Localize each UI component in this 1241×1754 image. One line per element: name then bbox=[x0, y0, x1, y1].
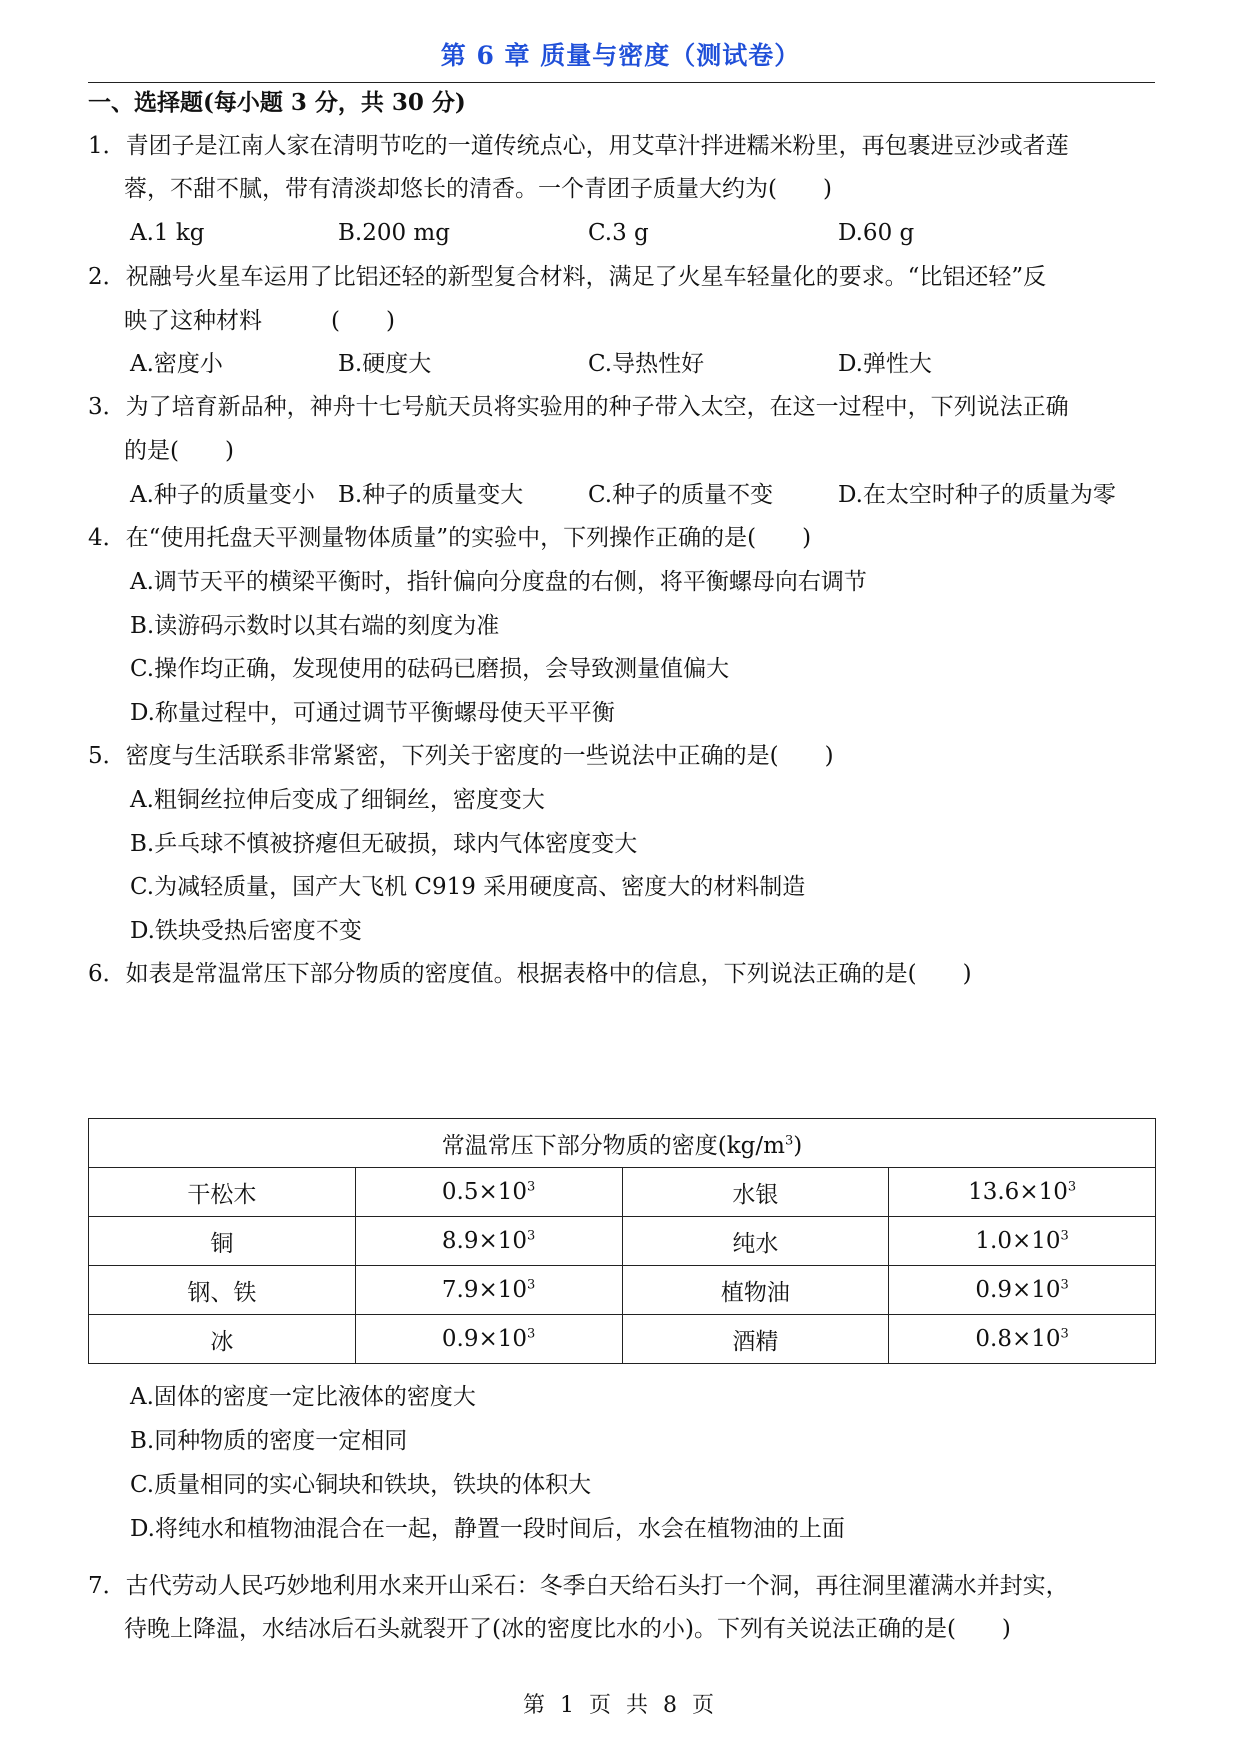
density-value: $0.5\times 10^3$ bbox=[355, 1168, 622, 1217]
substance-name: 纯水 bbox=[622, 1217, 889, 1266]
q3-option-c: C.种子的质量不变 bbox=[588, 482, 774, 508]
q5-option-d: D.铁块受热后密度不变 bbox=[130, 918, 362, 944]
page-title: 第 6 章 质量与密度（测试卷） bbox=[440, 41, 801, 70]
q1-option-b: B.200 mg bbox=[338, 220, 450, 246]
substance-name: 酒精 bbox=[622, 1315, 889, 1364]
question-7-line-2: 待晚上降温，水结冰后石头就裂开了(冰的密度比水的小)。下列有关说法正确的是( ) bbox=[124, 1616, 1011, 1642]
q6-option-a: A.固体的密度一定比液体的密度大 bbox=[130, 1384, 476, 1410]
question-5-line-1: 5．密度与生活联系非常紧密，下列关于密度的一些说法中正确的是( ) bbox=[88, 743, 834, 769]
q5-option-a: A.粗铜丝拉伸后变成了细铜丝，密度变大 bbox=[130, 787, 545, 813]
q1-option-d: D.60 g bbox=[838, 220, 915, 246]
table-row bbox=[89, 1168, 1156, 1217]
q2-option-b: B.硬度大 bbox=[338, 351, 432, 377]
question-2-line-2: 映了这种材料 ( ) bbox=[124, 308, 395, 334]
q5-option-c: C.为减轻质量，国产大飞机 C919 采用硬度高、密度大的材料制造 bbox=[130, 874, 806, 900]
question-6-line-1: 6．如表是常温常压下部分物质的密度值。根据表格中的信息，下列说法正确的是( ) bbox=[88, 961, 972, 987]
table-row bbox=[89, 1315, 1156, 1364]
q6-option-b: B.同种物质的密度一定相同 bbox=[130, 1428, 408, 1454]
substance-name: 钢、铁 bbox=[89, 1266, 356, 1315]
density-value: $1.0\times 10^3$ bbox=[889, 1217, 1156, 1266]
table-row bbox=[89, 1217, 1156, 1266]
density-value: $13.6\times 10^3$ bbox=[889, 1168, 1156, 1217]
question-2-line-1: 2．祝融号火星车运用了比铝还轻的新型复合材料，满足了火星车轻量化的要求。“比铝还轻”反 bbox=[88, 264, 1047, 290]
density-value: $7.9\times 10^3$ bbox=[355, 1266, 622, 1315]
section-heading: 一、选择题(每小题 3 分，共 30 分) bbox=[88, 89, 466, 116]
substance-name: 铜 bbox=[89, 1217, 356, 1266]
page-footer: 第 1 页 共 8 页 bbox=[523, 1693, 718, 1718]
question-4-line-1: 4．在“使用托盘天平测量物体质量”的实验中，下列操作正确的是( ) bbox=[88, 525, 812, 551]
q4-option-d: D.称量过程中，可通过调节平衡螺母使天平平衡 bbox=[130, 700, 615, 726]
question-3-line-2: 的是( ) bbox=[124, 438, 234, 464]
density-value: $0.8\times 10^3$ bbox=[889, 1315, 1156, 1364]
q2-option-a: A.密度小 bbox=[130, 351, 223, 377]
density-table bbox=[88, 1118, 1156, 1364]
q6-option-d: D.将纯水和植物油混合在一起，静置一段时间后，水会在植物油的上面 bbox=[130, 1516, 845, 1542]
question-1-line-2: 蓉，不甜不腻，带有清淡却悠长的清香。一个青团子质量大约为( ) bbox=[124, 176, 832, 202]
q1-option-c: C.3 g bbox=[588, 220, 649, 246]
q3-option-b: B.种子的质量变大 bbox=[338, 482, 524, 508]
density-table-caption: 常温常压下部分物质的密度$(kg/m^3)$ bbox=[89, 1119, 1156, 1168]
density-value: $0.9\times 10^3$ bbox=[355, 1315, 622, 1364]
substance-name: 冰 bbox=[89, 1315, 356, 1364]
q1-option-a: A.1 kg bbox=[130, 220, 205, 246]
substance-name: 植物油 bbox=[622, 1266, 889, 1315]
q4-option-a: A.调节天平的横梁平衡时，指针偏向分度盘的右侧，将平衡螺母向右调节 bbox=[130, 569, 867, 595]
q2-option-c: C.导热性好 bbox=[588, 351, 705, 377]
title-divider bbox=[88, 82, 1155, 83]
substance-name: 干松木 bbox=[89, 1168, 356, 1217]
q3-option-d: D.在太空时种子的质量为零 bbox=[838, 482, 1116, 508]
q4-option-b: B.读游码示数时以其右端的刻度为准 bbox=[130, 613, 500, 639]
q3-option-a: A.种子的质量变小 bbox=[130, 482, 315, 508]
table-row bbox=[89, 1266, 1156, 1315]
q5-option-b: B.乒乓球不慎被挤瘪但无破损，球内气体密度变大 bbox=[130, 831, 638, 857]
question-7-line-1: 7．古代劳动人民巧妙地利用水来开山采石：冬季白天给石头打一个洞，再往洞里灌满水并封实， bbox=[88, 1573, 1069, 1599]
density-value: $0.9\times 10^3$ bbox=[889, 1266, 1156, 1315]
substance-name: 水银 bbox=[622, 1168, 889, 1217]
q4-option-c: C.操作均正确，发现使用的砝码已磨损，会导致测量值偏大 bbox=[130, 656, 730, 682]
question-1-line-1: 1．青团子是江南人家在清明节吃的一道传统点心，用艾草汁拌进糯米粉里，再包裹进豆沙或者莲 bbox=[88, 133, 1069, 159]
density-value: $8.9\times 10^3$ bbox=[355, 1217, 622, 1266]
q2-option-d: D.弹性大 bbox=[838, 351, 932, 377]
question-3-line-1: 3．为了培育新品种，神舟十七号航天员将实验用的种子带入太空，在这一过程中，下列说法正确 bbox=[88, 394, 1069, 420]
q6-option-c: C.质量相同的实心铜块和铁块，铁块的体积大 bbox=[130, 1472, 592, 1498]
